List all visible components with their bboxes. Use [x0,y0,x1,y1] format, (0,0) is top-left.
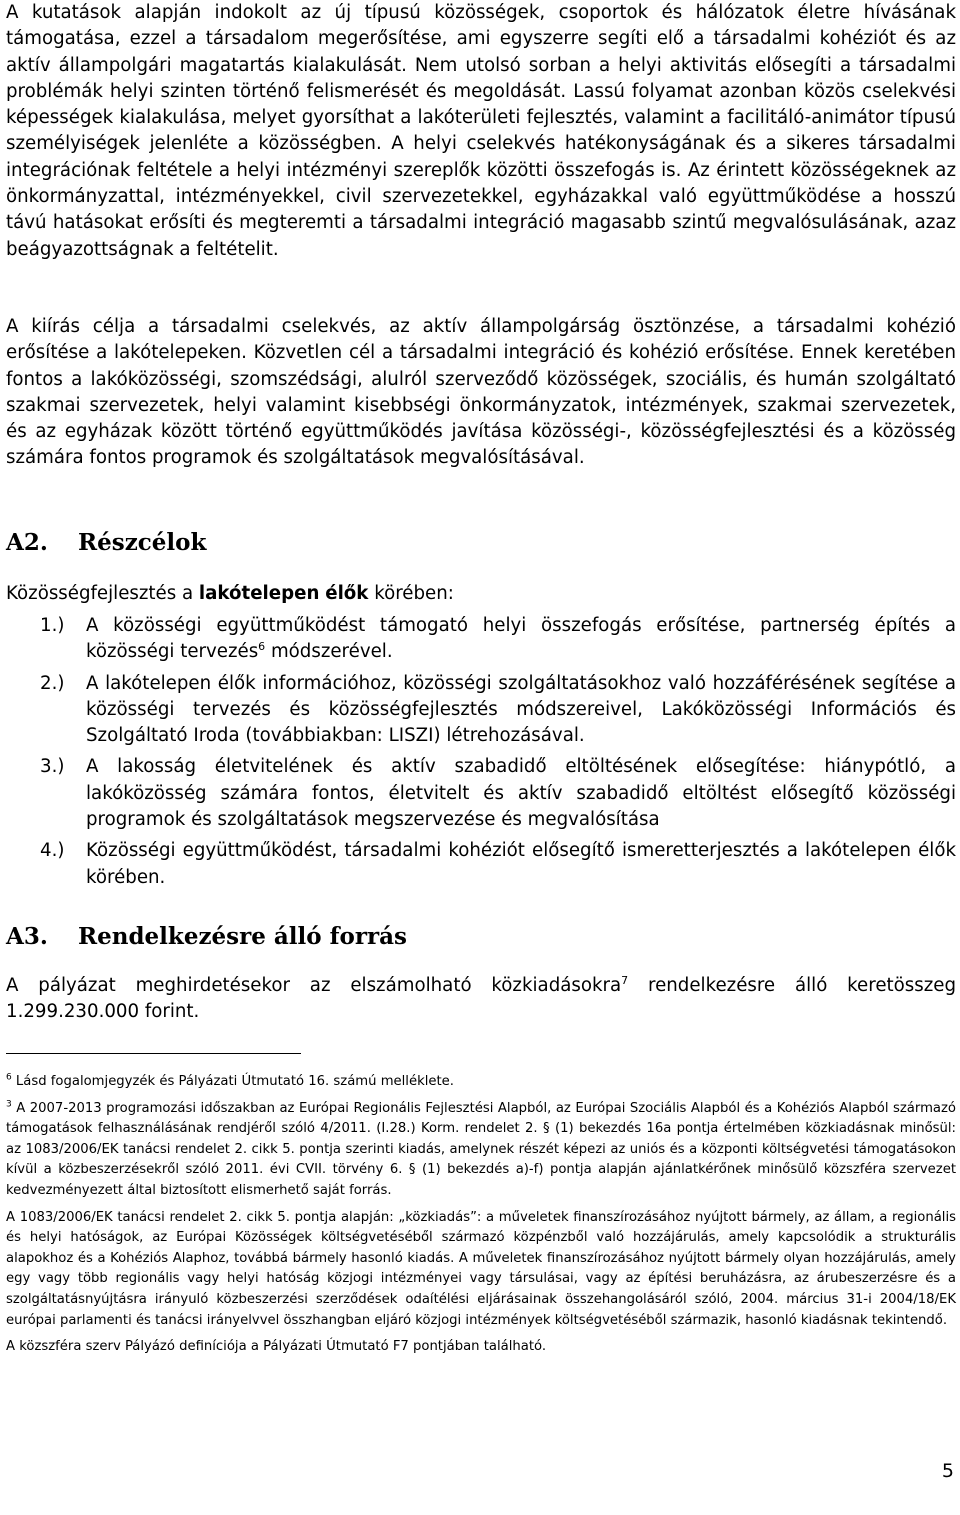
footnote-marker: 6 [6,1072,12,1083]
footnote [6,1337,956,1358]
page-number: 5 [941,1460,954,1482]
footnotes [6,1072,956,1364]
paragraph-text: Lassú folyamat azonban közös cselekvési képességek kialakulása, melyet gyorsíthat a lakóterületi fejlesztés, valamint a facilitáló-animátor típusú személyiségek jelenléte a közösségben. A helyi cselekvés hatékonyságának és a sikeres társadalmi integrációnak feltétele a helyi intézményi szereplők közötti összefogás is. Az érintett közösségeknek az önkormányzattal, intézményekkel, civil szervezetekkel, egyházakkal való együttműködése a hosszú távú hatásokat erősíti és megteremti a társadalmi integráció magasabb szintű megvalósulásának, azaz beágyazottságnak a feltételit. [6,80,956,260]
body-paragraph [6,973,956,1026]
footnote-reference: 7 [621,973,629,987]
list-item-text: A lakótelepen élők információhoz, közösségi szolgáltatásokhoz való hozzáférésének segítése a közösségi tervezés és közösségfejlesztés módszereivel, Lakóközösségi Információs és Szolgáltató Iroda (továbbiakban: LISZI) létrehozásával. [86,672,956,747]
intro-bold-text: lakótelepen [198,583,320,604]
list-item [40,671,956,750]
list-item [40,838,956,891]
footnote-text: A 2007-2013 programozási időszakban az Európai Regionális Fejlesztési Alapból, az Európai Szociális Alapból és a Kohéziós Alapból származó támogatások felhasználásának rendjéről szóló 4/2011. (I.28.) Korm. rendelet 2. § (1) bekezdés 16a pontja értelmében közkiadásnak minősül: az 1083/2006/EK tanácsi rendelet 2. cikk 5. pontja szerinti kiadás, amelynek részét képezi az uniós és a központi költségvetési támogatásokon kívül a közbeszerzésekről szóló 2011. évi CVII. törvény 6. § (1) bekezdés a)-f) pontja alapján ajánlatkérőnek minősülő közszféra szervezet kedvezményezett által biztosított elismerhető saját forrás. [6,1100,956,1198]
list-item-number: 2.) [40,672,65,694]
list-item-text: módszerével. [265,641,393,663]
body-paragraph: A kiírás célja a társadalmi cselekvés, az aktív állampolgárság ösztönzése, a társadalmi kohézió erősítése a lakótelepeken. Közvetlen cél a társadalmi integráció és kohézió erősítése. Ennek keretében fontos a lakóközösségi, szomszédsági, alulról szerveződő közösségek, szociális, és humán szolgáltató szakmai szervezetek, helyi valamint kisebbségi önkormányzatok, intézmények, szakmai szervezetek, és az egyházak között történő együttműködés javítása közösségi-, közösségfejlesztési és a közösség számára fontos programok és szolgáltatások megvalósításával. [6,316,956,469]
footnote-marker: 3 [6,1099,12,1110]
section-heading [6,923,407,951]
footnote-reference: 6 [258,640,266,654]
section-title: Rendelkezésre álló forrás [78,923,407,950]
section-number: A3. [6,923,48,950]
list-item-number: 1.) [40,615,65,636]
footnote-text: A 1083/2006/EK tanácsi rendelet 2. cikk 5. pontja alapján: „közkiadás”: a műveletek finanszírozásához nyújtott bármely, az állam, a regionális és helyi hatóságok, az Európai Közösségek költségvetéséből származó közpénzből való hozzájárulás, amely kapcsolódik a strukturális alapokhoz és a Kohéziós Alaphoz, továbbá bármely hasonló kiadás. A műveletek finanszírozásához nyújtott bármely olyan hozzájárulás, amely egy vagy több regionális vagy helyi hatóság közjogi intézményei vagy társulásai, vagy az építési beruházásra, az árubeszerzésre és a szolgáltatásnyújtásra irányuló közbeszerzési szerződések odaítélési eljárásainak összehangolásáról szóló, 2004. március 31-i 2004/18/EK európai parlamenti és tanácsi irányelvvel összhangban eljáró közjogi intézmények költségvetéséből származik, hasonló kiadásnak tekintendő. [6,1209,956,1328]
footnote [6,1208,956,1332]
footnote-separator [6,1053,301,1054]
goals-list [40,613,956,896]
intro-text-part: körében: [368,583,454,604]
paragraph-text: A kutatások alapján indokolt az új típusú közösségek, csoportok és hálózatok életre hívásának támogatása, ezzel a társadalom megerősítése, ami egyszerre segíti elő a társadalmi kohéziót és az aktív állampolgári magatartás kialakulását. Nem utolsó sorban a helyi aktivitás elősegíti a társadalmi problémák helyi szinten történő felismerését és megoldását. [6,2,956,102]
paragraph-text: rendelkezésre álló keretösszeg 1.299.230.000 forint. [6,975,956,1023]
list-item-number: 3.) [40,756,65,778]
list-item-number: 4.) [40,840,65,862]
list-item-text: Közösségi együttműködést, társadalmi kohéziót elősegítő ismeretterjesztés a lakótelepen élők körében. [86,840,956,888]
list-item-text: A közösségi együttműködést támogató helyi összefogás erősítése, partnerség építés a közösségi tervezés [86,615,956,663]
footnote [6,1072,956,1093]
intro-text [6,581,454,607]
intro-text-part: Közösségfejlesztés a [6,583,199,604]
list-item [40,754,956,833]
section-heading [6,529,206,557]
list-item [40,613,956,666]
body-paragraph [6,0,956,263]
footnote-text: Lásd fogalomjegyzék és Pályázati Útmutató 16. számú melléklete. [11,1074,454,1089]
list-item-text: A lakosság életvitelének és aktív szabadidő eltöltésének elősegítése: hiánypótló, a lakóközösség számára fontos, életvitelt és aktív szabadidő eltöltést elősegítő közösségi programok és szolgáltatások megszervezése és megvalósítása [86,756,956,831]
intro-bold-text: élők [325,583,369,604]
footnote [6,1099,956,1202]
section-number: A2. [6,529,48,556]
paragraph-text: A pályázat meghirdetésekor az elszámolható közkiadásokra [6,975,622,996]
footnote-text: A közszféra szerv Pályázó definíciója a Pályázati Útmutató F7 pontjában található. [6,1339,547,1355]
section-title: Részcélok [78,529,207,556]
